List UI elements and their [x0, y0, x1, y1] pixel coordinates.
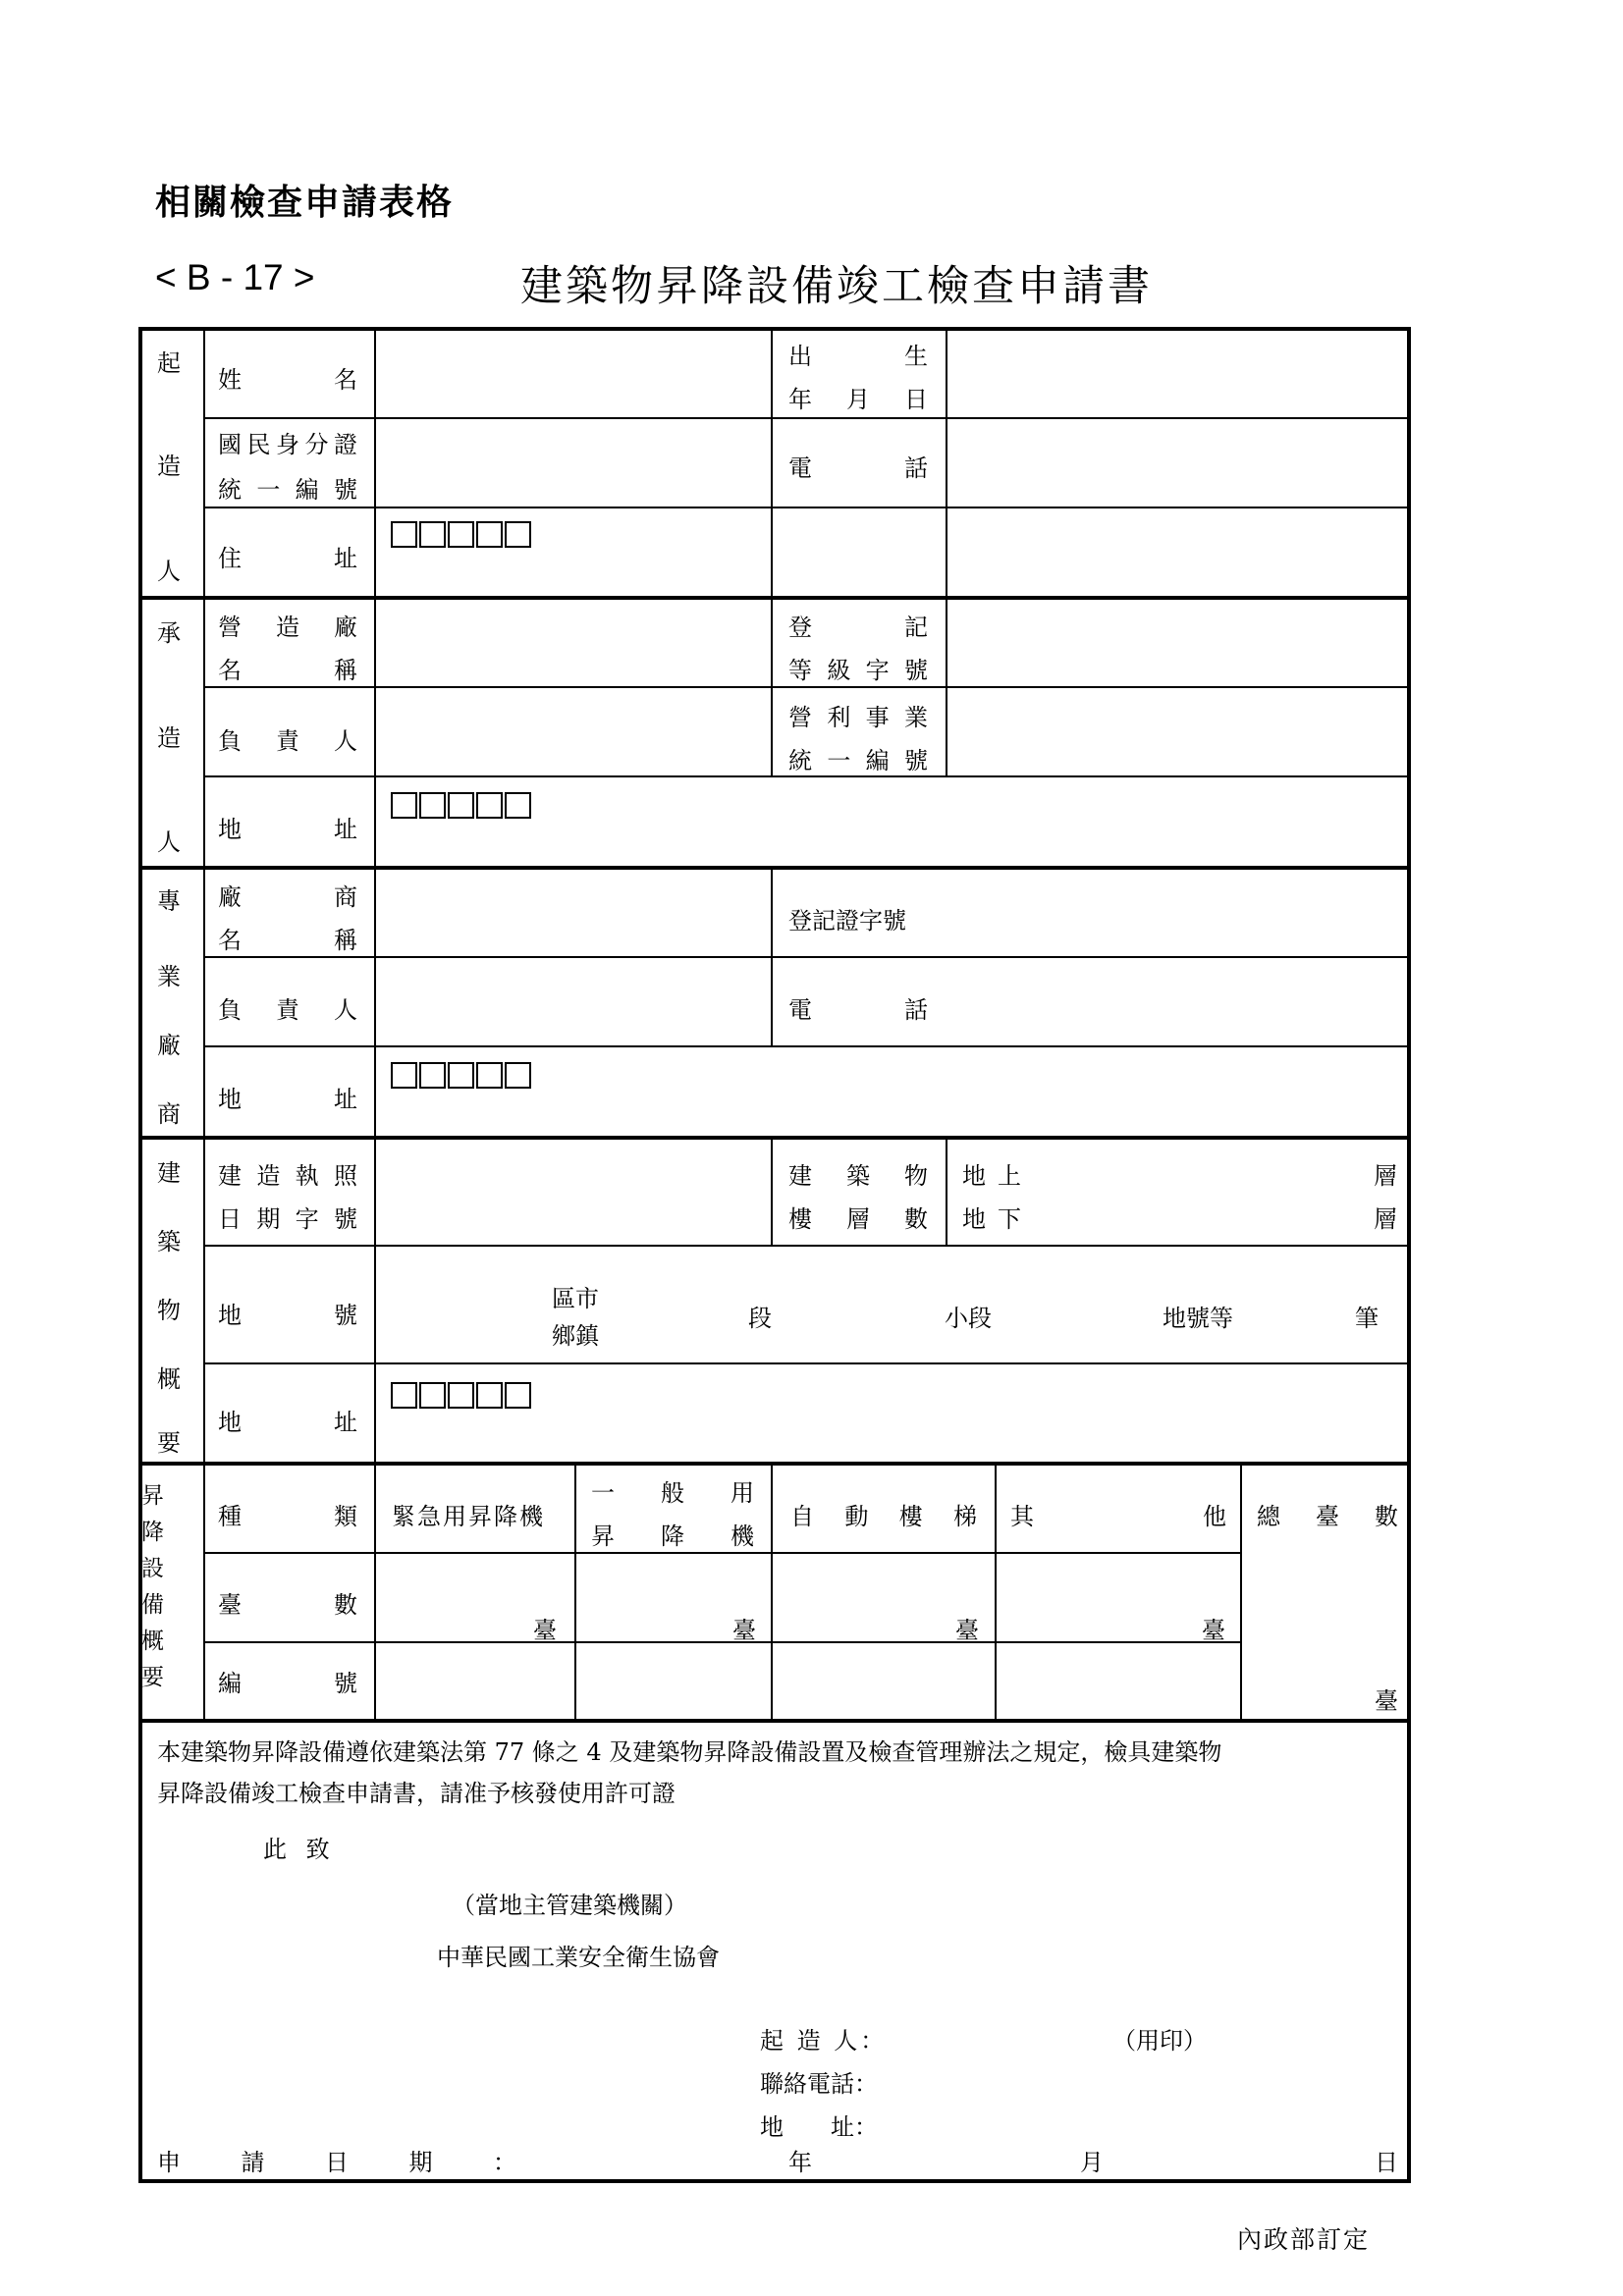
- vendor-address-label: 地址: [218, 1086, 357, 1113]
- applicant-label: 起 造 人：: [760, 2027, 888, 2055]
- seal-label: （用印）: [1112, 2027, 1207, 2055]
- section-divider: [138, 866, 1411, 870]
- building-floors-label-2: 樓層數: [788, 1205, 928, 1233]
- building-address-label: 地址: [218, 1409, 357, 1436]
- vendor-group-label-2: 業: [157, 963, 181, 990]
- postal-code-boxes[interactable]: [391, 521, 531, 548]
- row-divider: [203, 1245, 1411, 1247]
- lot-unit-label: 筆: [1355, 1305, 1379, 1332]
- building-permit-label-2: 日期字號: [218, 1205, 357, 1233]
- contractor-firm-label-1: 營造廠: [218, 614, 357, 641]
- column-divider: [771, 327, 773, 596]
- general-elevator-label-2: 昇降機: [591, 1522, 754, 1550]
- date-month: 月: [1080, 2149, 1104, 2176]
- building-group-label-5: 要: [157, 1429, 181, 1457]
- builder-address-label: 住址: [218, 545, 357, 572]
- contractor-biz-label-1: 營利事業: [788, 704, 928, 731]
- section-divider: [138, 1462, 1411, 1466]
- column-divider: [771, 1136, 773, 1245]
- building-floors-label-1: 建築物: [788, 1162, 928, 1190]
- vendor-reg-label: 登記證字號: [788, 907, 906, 934]
- row-divider: [203, 956, 1411, 958]
- contractor-owner-label: 負責人: [218, 727, 357, 755]
- subsection-label: 小段: [945, 1305, 992, 1332]
- escalator-label: 自動樓梯: [790, 1503, 977, 1530]
- vendor-group-label-4: 商: [157, 1100, 181, 1128]
- contractor-reg-label-1: 登記: [788, 614, 928, 641]
- unit-label: 臺: [955, 1617, 979, 1644]
- contractor-biz-label-2: 統一編號: [788, 747, 928, 774]
- application-form-table: [138, 327, 1411, 2183]
- equipment-group-label: 昇 降 設 備 概 要: [141, 1483, 164, 1690]
- equipment-type-label: 種類: [218, 1503, 357, 1530]
- postal-code-boxes[interactable]: [391, 792, 531, 819]
- vendor-owner-label: 負責人: [218, 996, 357, 1024]
- total-count-label: 總臺數: [1257, 1503, 1398, 1530]
- issuer-footer: 內政部訂定: [1237, 2225, 1371, 2254]
- contact-phone-label: 聯絡電話：: [760, 2070, 878, 2098]
- row-divider: [203, 507, 1411, 508]
- vendor-group-label-1: 專: [157, 887, 181, 915]
- row-divider: [203, 686, 1411, 688]
- statement-line-2: 昇降設備竣工檢查申請書，請准予核發使用許可證: [157, 1780, 676, 1807]
- section-divider: [138, 596, 1411, 600]
- column-divider: [1240, 1462, 1242, 1719]
- contractor-address-label: 地址: [218, 816, 357, 843]
- column-divider: [771, 596, 773, 775]
- section-divider: [138, 1136, 1411, 1140]
- other-label-1: 其: [1010, 1503, 1034, 1530]
- equipment-number-label: 編號: [218, 1670, 357, 1697]
- district-label-1: 區市: [552, 1285, 599, 1312]
- unit-label: 臺: [533, 1617, 557, 1644]
- row-divider: [203, 1552, 1240, 1554]
- floors-above-label: 地上: [962, 1162, 1033, 1190]
- other-label-2: 他: [1203, 1503, 1226, 1530]
- building-group-label-4: 概: [157, 1365, 181, 1393]
- column-divider: [203, 327, 205, 1719]
- builder-name-label: 姓名: [218, 366, 357, 394]
- column-divider: [771, 1462, 773, 1719]
- statement-line-1: 本建築物昇降設備遵依建築法第 77 條之 4 及建築物昇降設備設置及檢查管理辦法之規定，檢具建築物: [157, 1738, 1222, 1766]
- building-permit-label-1: 建造執照: [218, 1162, 357, 1190]
- general-elevator-label-1: 一般用: [591, 1479, 754, 1507]
- column-divider: [946, 327, 947, 596]
- floors-below-label: 地下: [962, 1205, 1033, 1233]
- floor-unit: 層: [1374, 1205, 1397, 1233]
- statement-to: 此 致: [263, 1836, 336, 1863]
- building-group-label-3: 物: [157, 1297, 181, 1324]
- authority-label: （當地主管建築機關）: [452, 1892, 687, 1919]
- association-label: 中華民國工業安全衛生協會: [437, 1944, 720, 1971]
- builder-id-label-1: 國民身分證: [218, 431, 357, 458]
- building-lot-label: 地號: [218, 1302, 357, 1329]
- vendor-name-label-1: 廠商: [218, 883, 357, 911]
- column-divider: [946, 1136, 947, 1245]
- building-group-label-2: 築: [157, 1228, 181, 1255]
- applicant-address-label: 地 址：: [760, 2113, 878, 2141]
- postal-code-boxes[interactable]: [391, 1062, 531, 1089]
- contractor-group-label-1: 承: [157, 619, 181, 647]
- equipment-count-label: 臺數: [218, 1591, 357, 1619]
- builder-birth-label-2: 年月日: [788, 386, 928, 413]
- builder-id-label-2: 統一編號: [218, 476, 357, 504]
- emergency-elevator-label: 緊急用昇降機: [392, 1503, 545, 1530]
- row-divider: [203, 1362, 1411, 1364]
- unit-label: 臺: [1202, 1617, 1225, 1644]
- vendor-phone-label: 電話: [788, 996, 928, 1024]
- row-divider: [203, 417, 1411, 419]
- form-code: < B - 17 >: [155, 257, 315, 297]
- builder-group-label-1: 起: [157, 349, 181, 377]
- date-day: 日: [1375, 2149, 1398, 2176]
- builder-birth-label-1: 出生: [788, 343, 928, 370]
- application-date-label: 申請日期：: [157, 2149, 516, 2176]
- column-divider: [995, 1462, 997, 1719]
- date-year: 年: [788, 2149, 812, 2176]
- postal-code-boxes[interactable]: [391, 1382, 531, 1409]
- builder-group-label-2: 造: [157, 453, 181, 480]
- contractor-group-label-2: 造: [157, 724, 181, 752]
- column-divider: [946, 596, 947, 775]
- lot-etc-label: 地號等: [1163, 1305, 1233, 1332]
- vendor-name-label-2: 名稱: [218, 927, 357, 954]
- contractor-firm-label-2: 名稱: [218, 657, 357, 684]
- page-title: 相關檢查申請表格: [155, 183, 455, 223]
- builder-phone-label: 電話: [788, 454, 928, 482]
- row-divider: [203, 775, 1411, 777]
- district-label-2: 鄉鎮: [552, 1322, 599, 1350]
- contractor-reg-label-2: 等級字號: [788, 657, 928, 684]
- floor-unit: 層: [1374, 1162, 1397, 1190]
- row-divider: [203, 1045, 1411, 1047]
- column-divider: [771, 866, 773, 1045]
- total-unit-label: 臺: [1375, 1687, 1398, 1715]
- vendor-group-label-3: 廠: [157, 1032, 181, 1059]
- building-group-label-1: 建: [157, 1159, 181, 1187]
- column-divider: [374, 327, 376, 1719]
- builder-group-label-3: 人: [157, 558, 181, 585]
- form-title: 建築物昇降設備竣工檢查申請書: [520, 262, 1153, 311]
- section-divider: [138, 1719, 1411, 1723]
- row-divider: [203, 1641, 1240, 1643]
- section-label: 段: [748, 1305, 772, 1332]
- column-divider: [574, 1462, 576, 1719]
- contractor-group-label-3: 人: [157, 828, 181, 856]
- unit-label: 臺: [732, 1617, 756, 1644]
